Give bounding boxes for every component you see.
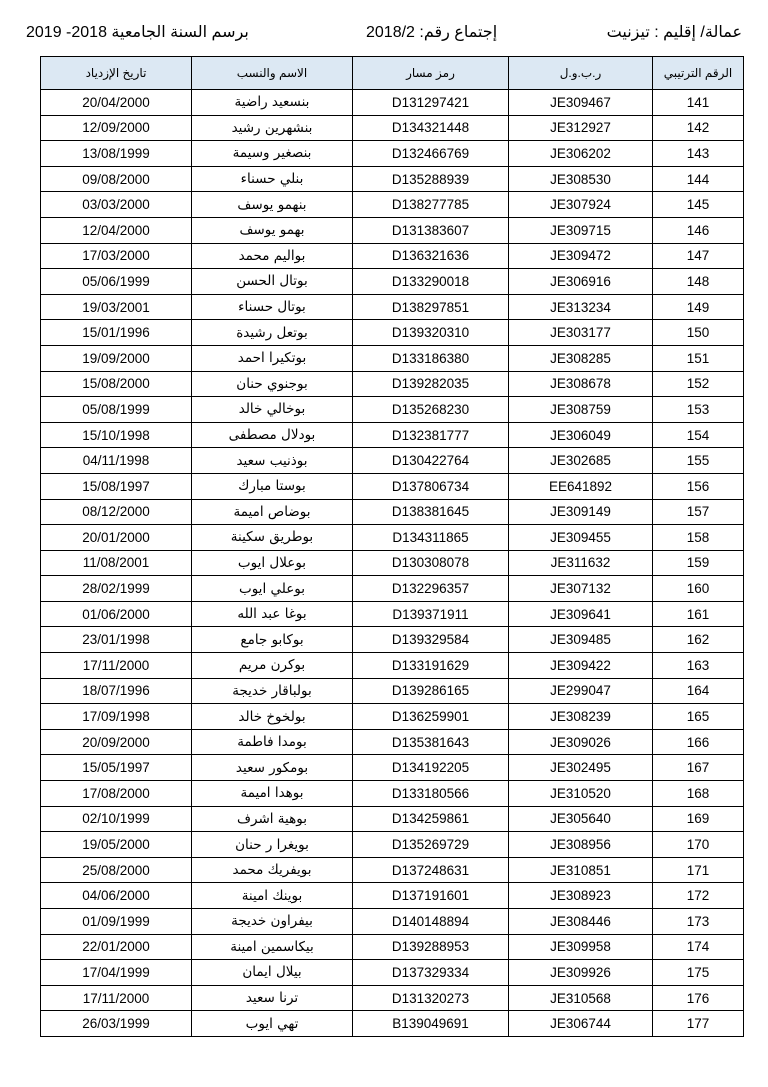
cell-rank: 141 [653, 90, 744, 116]
page-header [26, 22, 742, 46]
table-header-row [41, 57, 744, 90]
cell-cne: JE308759 [509, 397, 653, 423]
cell-cne: JE309472 [509, 243, 653, 269]
cell-rank: 172 [653, 883, 744, 909]
cell-dob: 03/03/2000 [41, 192, 192, 218]
cell-rank: 147 [653, 243, 744, 269]
cell-massar: D136259901 [353, 704, 509, 730]
cell-dob: 09/08/2000 [41, 166, 192, 192]
cell-massar: D138277785 [353, 192, 509, 218]
table-row [41, 115, 744, 141]
table-row [41, 550, 744, 576]
cell-rank: 162 [653, 627, 744, 653]
cell-dob: 17/08/2000 [41, 781, 192, 807]
table-row [41, 781, 744, 807]
cell-cne: EE641892 [509, 473, 653, 499]
cell-rank: 155 [653, 448, 744, 474]
table-row [41, 320, 744, 346]
table-row [41, 653, 744, 679]
cell-rank: 154 [653, 422, 744, 448]
cell-dob: 13/08/1999 [41, 141, 192, 167]
cell-name: بوتال الحسن [192, 269, 353, 295]
table-row [41, 832, 744, 858]
cell-cne: JE308239 [509, 704, 653, 730]
table-row [41, 883, 744, 909]
table-row [41, 90, 744, 116]
cell-cne: JE302685 [509, 448, 653, 474]
cell-rank: 174 [653, 934, 744, 960]
cell-dob: 15/05/1997 [41, 755, 192, 781]
cell-cne: JE313234 [509, 294, 653, 320]
cell-cne: JE306049 [509, 422, 653, 448]
cell-dob: 20/09/2000 [41, 729, 192, 755]
cell-rank: 177 [653, 1011, 744, 1037]
cell-name: بهمو يوسف [192, 217, 353, 243]
table-body [41, 90, 744, 1037]
cell-name: بوكرن مريم [192, 653, 353, 679]
table-row [41, 601, 744, 627]
cell-name: بوهدا اميمة [192, 781, 353, 807]
cell-massar: D137806734 [353, 473, 509, 499]
cell-dob: 19/05/2000 [41, 832, 192, 858]
cell-rank: 168 [653, 781, 744, 807]
cell-name: بوعلي ايوب [192, 576, 353, 602]
cell-cne: JE309026 [509, 729, 653, 755]
cell-massar: D139282035 [353, 371, 509, 397]
cell-rank: 171 [653, 857, 744, 883]
cell-massar: D136321636 [353, 243, 509, 269]
cell-massar: D133290018 [353, 269, 509, 295]
cell-rank: 175 [653, 960, 744, 986]
cell-cne: JE307924 [509, 192, 653, 218]
cell-rank: 142 [653, 115, 744, 141]
column-header-dob: تاريخ الإزدياد [41, 57, 192, 90]
cell-massar: D132466769 [353, 141, 509, 167]
cell-cne: JE306202 [509, 141, 653, 167]
cell-dob: 08/12/2000 [41, 499, 192, 525]
cell-cne: JE309455 [509, 525, 653, 551]
cell-cne: JE309467 [509, 90, 653, 116]
cell-massar: D139320310 [353, 320, 509, 346]
cell-name: بوستا مبارك [192, 473, 353, 499]
table-row [41, 473, 744, 499]
cell-massar: D133191629 [353, 653, 509, 679]
cell-dob: 20/01/2000 [41, 525, 192, 551]
cell-massar: D137191601 [353, 883, 509, 909]
cell-cne: JE312927 [509, 115, 653, 141]
cell-name: بوتال حسناء [192, 294, 353, 320]
cell-cne: JE311632 [509, 550, 653, 576]
cell-cne: JE307132 [509, 576, 653, 602]
cell-dob: 04/06/2000 [41, 883, 192, 909]
cell-cne: JE309149 [509, 499, 653, 525]
cell-cne: JE309715 [509, 217, 653, 243]
cell-rank: 157 [653, 499, 744, 525]
cell-rank: 144 [653, 166, 744, 192]
cell-name: بوضاص اميمة [192, 499, 353, 525]
cell-name: بيكاسمين امينة [192, 934, 353, 960]
cell-rank: 173 [653, 909, 744, 935]
cell-name: بنلي حسناء [192, 166, 353, 192]
cell-name: تهي ايوب [192, 1011, 353, 1037]
cell-name: بوعلال ايوب [192, 550, 353, 576]
cell-massar: D131320273 [353, 985, 509, 1011]
cell-dob: 15/08/1997 [41, 473, 192, 499]
column-header-name: الاسم والنسب [192, 57, 353, 90]
cell-rank: 152 [653, 371, 744, 397]
cell-name: بودلال مصطفى [192, 422, 353, 448]
cell-name: بواليم محمد [192, 243, 353, 269]
academic-year-label: برسم السنة الجامعية 2018- 2019 [26, 24, 249, 41]
cell-cne: JE309958 [509, 934, 653, 960]
cell-cne: JE310568 [509, 985, 653, 1011]
cell-cne: JE303177 [509, 320, 653, 346]
cell-dob: 17/03/2000 [41, 243, 192, 269]
cell-massar: D135269729 [353, 832, 509, 858]
cell-massar: B139049691 [353, 1011, 509, 1037]
cell-rank: 158 [653, 525, 744, 551]
table-row [41, 678, 744, 704]
table-row [41, 960, 744, 986]
table-row [41, 755, 744, 781]
cell-name: بوجنوي حنان [192, 371, 353, 397]
cell-massar: D138297851 [353, 294, 509, 320]
table-row [41, 806, 744, 832]
students-table [40, 56, 744, 1037]
cell-dob: 17/11/2000 [41, 985, 192, 1011]
column-header-cne: ر.ب.و.ل [509, 57, 653, 90]
cell-massar: D134311865 [353, 525, 509, 551]
table-row [41, 397, 744, 423]
table-row [41, 627, 744, 653]
cell-name: بويغرا ر حنان [192, 832, 353, 858]
cell-cne: JE310520 [509, 781, 653, 807]
cell-cne: JE306744 [509, 1011, 653, 1037]
cell-massar: D137329334 [353, 960, 509, 986]
cell-massar: D132296357 [353, 576, 509, 602]
cell-massar: D139286165 [353, 678, 509, 704]
cell-cne: JE308530 [509, 166, 653, 192]
cell-massar: D135268230 [353, 397, 509, 423]
cell-name: بنصغير وسيمة [192, 141, 353, 167]
cell-dob: 26/03/1999 [41, 1011, 192, 1037]
cell-rank: 167 [653, 755, 744, 781]
cell-cne: JE309485 [509, 627, 653, 653]
cell-rank: 165 [653, 704, 744, 730]
table-row [41, 934, 744, 960]
meeting-number-label: إجتماع رقم: 2018/2 [366, 24, 498, 41]
cell-dob: 17/11/2000 [41, 653, 192, 679]
table-row [41, 371, 744, 397]
cell-rank: 163 [653, 653, 744, 679]
cell-cne: JE305640 [509, 806, 653, 832]
table-row [41, 269, 744, 295]
cell-cne: JE308923 [509, 883, 653, 909]
cell-massar: D130308078 [353, 550, 509, 576]
cell-name: بوتعل رشيدة [192, 320, 353, 346]
cell-name: بوتكيرا احمد [192, 345, 353, 371]
cell-massar: D132381777 [353, 422, 509, 448]
column-header-massar: رمز مسار [353, 57, 509, 90]
cell-name: بوينك امينة [192, 883, 353, 909]
cell-dob: 19/03/2001 [41, 294, 192, 320]
cell-cne: JE299047 [509, 678, 653, 704]
cell-cne: JE309422 [509, 653, 653, 679]
table-row [41, 985, 744, 1011]
cell-name: بولخوخ خالد [192, 704, 353, 730]
cell-dob: 15/01/1996 [41, 320, 192, 346]
cell-massar: D131383607 [353, 217, 509, 243]
cell-dob: 25/08/2000 [41, 857, 192, 883]
cell-rank: 153 [653, 397, 744, 423]
cell-massar: D139371911 [353, 601, 509, 627]
cell-dob: 12/04/2000 [41, 217, 192, 243]
cell-cne: JE308678 [509, 371, 653, 397]
cell-rank: 159 [653, 550, 744, 576]
cell-massar: D133186380 [353, 345, 509, 371]
cell-dob: 05/08/1999 [41, 397, 192, 423]
cell-name: بوخالي خالد [192, 397, 353, 423]
cell-massar: D135381643 [353, 729, 509, 755]
cell-name: بويفريك محمد [192, 857, 353, 883]
cell-rank: 169 [653, 806, 744, 832]
cell-dob: 22/01/2000 [41, 934, 192, 960]
table-row [41, 1011, 744, 1037]
cell-name: بنسعيد راضية [192, 90, 353, 116]
cell-name: بيلال ايمان [192, 960, 353, 986]
cell-dob: 12/09/2000 [41, 115, 192, 141]
cell-rank: 150 [653, 320, 744, 346]
table-row [41, 294, 744, 320]
cell-name: بوغا عبد الله [192, 601, 353, 627]
cell-dob: 18/07/1996 [41, 678, 192, 704]
cell-cne: JE306916 [509, 269, 653, 295]
cell-massar: D140148894 [353, 909, 509, 935]
cell-cne: JE310851 [509, 857, 653, 883]
cell-dob: 17/04/1999 [41, 960, 192, 986]
cell-name: بوطريق سكينة [192, 525, 353, 551]
cell-name: بوكابو جامع [192, 627, 353, 653]
cell-cne: JE309926 [509, 960, 653, 986]
table-row [41, 499, 744, 525]
table-row [41, 166, 744, 192]
cell-massar: D138381645 [353, 499, 509, 525]
cell-rank: 149 [653, 294, 744, 320]
cell-dob: 20/04/2000 [41, 90, 192, 116]
cell-rank: 164 [653, 678, 744, 704]
cell-name: ترنا سعيد [192, 985, 353, 1011]
column-header-rank: الرقم الترتيبي [653, 57, 744, 90]
cell-rank: 170 [653, 832, 744, 858]
cell-name: بيفراون خديجة [192, 909, 353, 935]
cell-massar: D134321448 [353, 115, 509, 141]
cell-name: بومكور سعيد [192, 755, 353, 781]
table-row [41, 192, 744, 218]
cell-dob: 15/10/1998 [41, 422, 192, 448]
cell-massar: D134192205 [353, 755, 509, 781]
cell-dob: 04/11/1998 [41, 448, 192, 474]
table-row [41, 243, 744, 269]
table-row [41, 422, 744, 448]
cell-name: بولباقار خديجة [192, 678, 353, 704]
cell-cne: JE308446 [509, 909, 653, 935]
cell-dob: 17/09/1998 [41, 704, 192, 730]
cell-massar: D133180566 [353, 781, 509, 807]
cell-dob: 19/09/2000 [41, 345, 192, 371]
cell-rank: 161 [653, 601, 744, 627]
table-row [41, 909, 744, 935]
cell-rank: 146 [653, 217, 744, 243]
table-row [41, 345, 744, 371]
cell-cne: JE308956 [509, 832, 653, 858]
table-row [41, 576, 744, 602]
cell-rank: 148 [653, 269, 744, 295]
cell-massar: D134259861 [353, 806, 509, 832]
cell-cne: JE302495 [509, 755, 653, 781]
cell-rank: 156 [653, 473, 744, 499]
table-row [41, 704, 744, 730]
cell-rank: 166 [653, 729, 744, 755]
cell-massar: D131297421 [353, 90, 509, 116]
cell-dob: 23/01/1998 [41, 627, 192, 653]
cell-massar: D139288953 [353, 934, 509, 960]
cell-name: بومدا فاطمة [192, 729, 353, 755]
cell-name: بنهمو يوسف [192, 192, 353, 218]
cell-name: بوذنيب سعيد [192, 448, 353, 474]
cell-dob: 28/02/1999 [41, 576, 192, 602]
cell-massar: D139329584 [353, 627, 509, 653]
table-row [41, 448, 744, 474]
cell-rank: 176 [653, 985, 744, 1011]
cell-rank: 151 [653, 345, 744, 371]
cell-massar: D135288939 [353, 166, 509, 192]
cell-dob: 02/10/1999 [41, 806, 192, 832]
cell-cne: JE308285 [509, 345, 653, 371]
cell-massar: D137248631 [353, 857, 509, 883]
cell-dob: 01/06/2000 [41, 601, 192, 627]
cell-dob: 01/09/1999 [41, 909, 192, 935]
table-row [41, 141, 744, 167]
cell-cne: JE309641 [509, 601, 653, 627]
cell-name: بوهية اشرف [192, 806, 353, 832]
cell-rank: 160 [653, 576, 744, 602]
cell-rank: 143 [653, 141, 744, 167]
cell-dob: 11/08/2001 [41, 550, 192, 576]
table-row [41, 729, 744, 755]
table-row [41, 217, 744, 243]
cell-dob: 05/06/1999 [41, 269, 192, 295]
cell-dob: 15/08/2000 [41, 371, 192, 397]
cell-name: بنشهرين رشيد [192, 115, 353, 141]
table-row [41, 525, 744, 551]
cell-massar: D130422764 [353, 448, 509, 474]
region-label: عمالة/ إقليم : تيزنيت [606, 24, 742, 41]
cell-rank: 145 [653, 192, 744, 218]
table-row [41, 857, 744, 883]
